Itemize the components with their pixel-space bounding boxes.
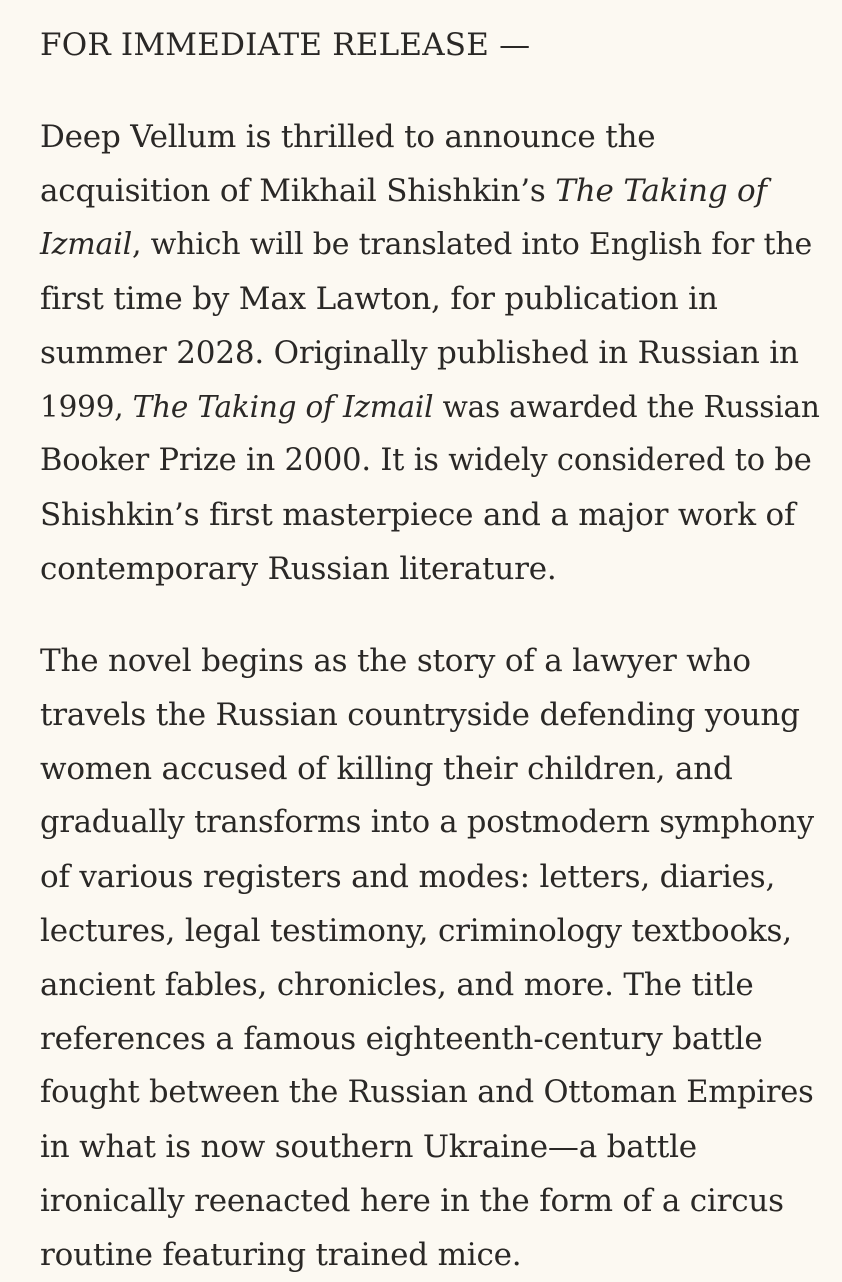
text-run: , which will be translated into English for the bbox=[131, 227, 813, 262]
book-title-italic: Izmail bbox=[40, 227, 132, 262]
paragraph-line: ironically reenacted here in the form of a circus bbox=[40, 1183, 784, 1219]
text-run: was awarded the Russian bbox=[433, 390, 820, 424]
paragraph-line: in what is now southern Ukraine—a battle bbox=[40, 1129, 697, 1165]
paragraph-line: ancient fables, chronicles, and more. The title bbox=[40, 967, 754, 1003]
paragraph-gap bbox=[40, 596, 820, 634]
paragraph-line: contemporary Russian literature. bbox=[40, 551, 557, 587]
text-run: acquisition of Mikhail Shishkin’s bbox=[40, 173, 556, 209]
paragraph-synopsis bbox=[40, 634, 820, 1282]
paragraph-announcement bbox=[40, 110, 820, 596]
release-header: FOR IMMEDIATE RELEASE — bbox=[40, 27, 531, 63]
paragraph-line bbox=[40, 218, 820, 272]
paragraph-line bbox=[40, 380, 820, 434]
book-title-italic: The Taking of Izmail bbox=[132, 390, 434, 424]
paragraph-gap bbox=[40, 72, 820, 110]
paragraph-line: Shishkin’s first masterpiece and a major work of bbox=[40, 497, 796, 533]
paragraph-line: of various registers and modes: letters, diaries, bbox=[40, 859, 776, 895]
text-run: 1999, bbox=[40, 390, 133, 424]
paragraph-line: routine featuring trained mice. bbox=[40, 1237, 522, 1273]
paragraph-line: women accused of killing their children, and bbox=[40, 751, 733, 787]
paragraph-line: fought between the Russian and Ottoman Empires bbox=[40, 1075, 814, 1110]
paragraph-line: first time by Max Lawton, for publication in bbox=[40, 281, 718, 317]
book-title-italic: The Taking of bbox=[555, 173, 767, 209]
paragraph-line: gradually transforms into a postmodern symphony bbox=[40, 805, 814, 840]
paragraph-line: lectures, legal testimony, criminology textbooks, bbox=[40, 913, 792, 949]
paragraph-line bbox=[40, 164, 820, 218]
paragraph-line: references a famous eighteenth-century battle bbox=[40, 1021, 763, 1057]
paragraph-line: Booker Prize in 2000. It is widely considered to be bbox=[40, 443, 812, 478]
paragraph-line: The novel begins as the story of a lawyer who bbox=[40, 643, 751, 679]
paragraph-line: summer 2028. Originally published in Russian in bbox=[40, 335, 799, 371]
paragraph-line: Deep Vellum is thrilled to announce the bbox=[40, 119, 656, 155]
paragraph-line: travels the Russian countryside defending young bbox=[40, 697, 800, 733]
press-release-document bbox=[40, 18, 820, 1282]
